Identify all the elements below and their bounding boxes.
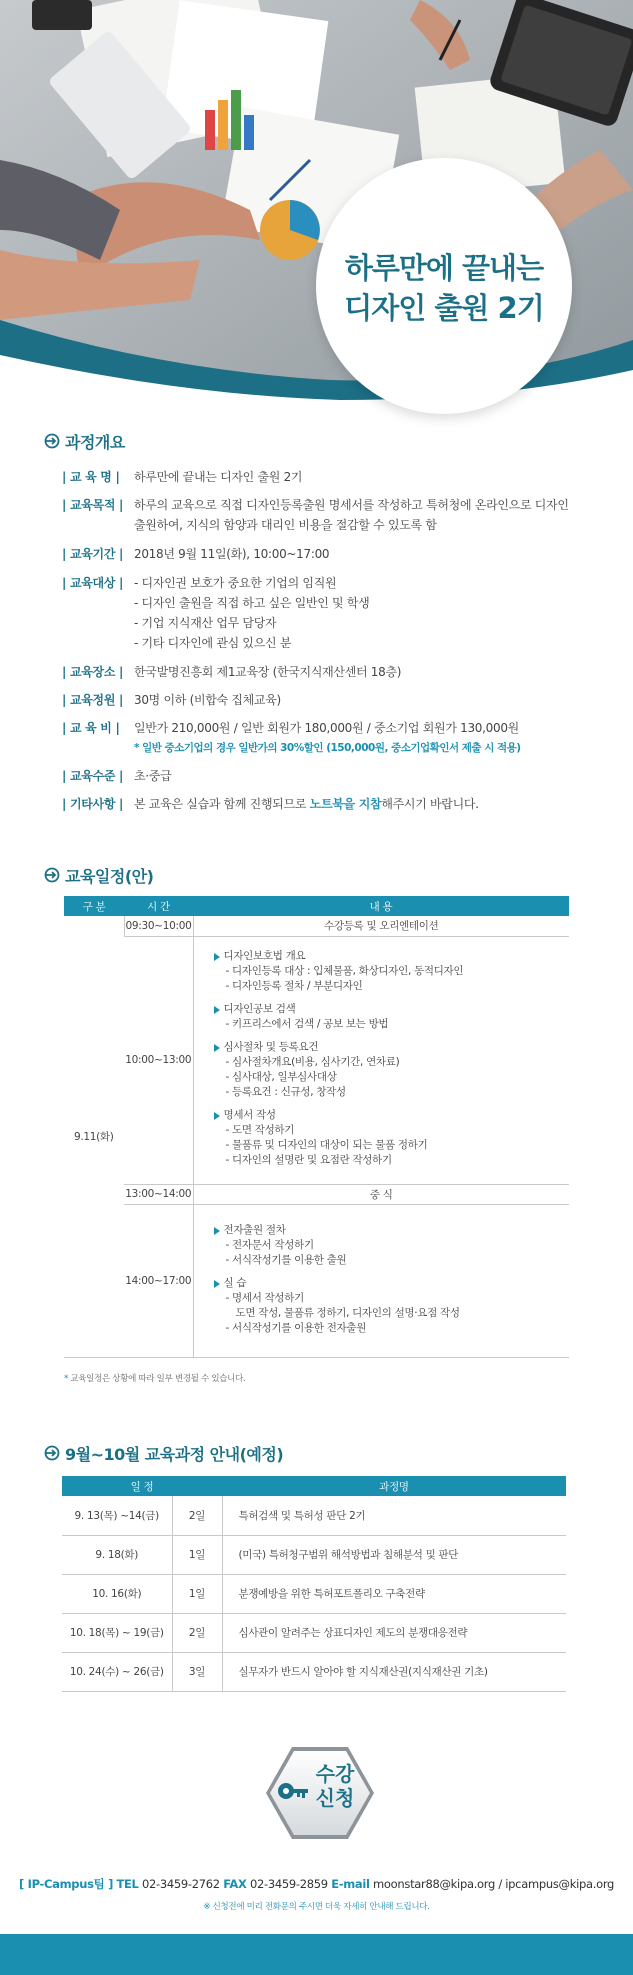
schedule-header-row	[64, 896, 569, 916]
etc-text: 본 교육은 실습과 함께 진행되므로	[134, 797, 310, 811]
course-date: 10. 18(목) ~ 19(금)	[62, 1613, 172, 1652]
header-schedule: 일 정	[62, 1476, 222, 1496]
schedule-content: 중 식	[193, 1184, 569, 1204]
schedule-note	[64, 1372, 245, 1384]
overview-value-line: 하루의 교육으로 직접 디자인등록출원 명세서를 작성하고 특허청에 온라인으로 디자인	[134, 498, 569, 512]
overview-label: | 교 육 명 |	[62, 470, 120, 484]
overview-row-target	[62, 573, 582, 653]
overview-row-name	[62, 467, 582, 487]
fax-label: FAX	[223, 1877, 247, 1891]
header-time: 시 간	[124, 896, 193, 916]
overview-value: 초·중급	[134, 769, 172, 783]
note-text: 교육일정은 상황에 따라 일부 변경될 수 있습니다.	[67, 1374, 246, 1384]
topic-item: - 서식작성기를 이용한 전자출원	[225, 1321, 367, 1334]
overview-value: 30명 이하 (비합숙 집체교육)	[134, 693, 281, 707]
hero-banner	[0, 0, 633, 430]
topic-item: - 디자인의 설명란 및 요점란 작성하기	[225, 1154, 392, 1166]
courses-table	[62, 1476, 566, 1692]
topic-title: 심사절차 및 등록요건	[214, 1040, 570, 1055]
course-title: 특허검색 및 특허성 판단 2기	[222, 1496, 566, 1535]
hero-title-line2: 디자인 출원 2기	[344, 291, 544, 325]
topic-item: - 디자인등록 대상 : 입체물품, 화상디자인, 동적디자인	[225, 965, 464, 977]
topic-title: 전자출원 절차	[214, 1223, 570, 1238]
schedule-time: 10:00~13:00	[124, 936, 193, 1184]
topic-item: - 심사절차개요(비용, 심사기간, 연차료)	[225, 1056, 400, 1068]
contact-info	[0, 1876, 633, 1892]
courses-heading	[44, 1441, 283, 1465]
topic-block	[214, 1040, 570, 1100]
topic-block	[214, 1108, 570, 1168]
fee-value: 일반가 210,000원 / 일반 회원가 180,000원 / 중소기업 회원가 130,000원	[134, 721, 519, 735]
overview-value: 2018년 9월 11일(화), 10:00~17:00	[134, 547, 330, 561]
circle-arrow-icon	[44, 433, 60, 449]
topic-block	[214, 1002, 570, 1032]
schedule-heading-text: 교육일정(안)	[65, 866, 154, 886]
topic-title: 디자인공보 검색	[214, 1002, 570, 1017]
course-days: 1일	[172, 1574, 222, 1613]
course-date: 9. 13(목) ~14(금)	[62, 1496, 172, 1535]
email-label: E-mail	[331, 1877, 370, 1891]
course-title: 심사관이 알려주는 상표디자인 제도의 분쟁대응전략	[222, 1613, 566, 1652]
overview-value	[134, 794, 582, 814]
schedule-date: 9.11(화)	[64, 916, 124, 1357]
fax-number: 02-3459-2859	[249, 1877, 328, 1891]
schedule-content: 수강등록 및 오리엔테이션	[193, 916, 569, 936]
overview-label: | 교육수준 |	[62, 769, 124, 783]
topic-item: - 키프리스에서 검색 / 공보 보는 방법	[225, 1018, 389, 1030]
topic-item: - 명세서 작성하기	[225, 1291, 304, 1304]
course-days: 2일	[172, 1613, 222, 1652]
overview-row-fee	[62, 718, 582, 758]
topic-item: - 물품류 및 디자인의 대상이 되는 물품 정하기	[225, 1139, 428, 1151]
topic-item: - 서식작성기를 이용한 출원	[225, 1253, 347, 1266]
course-days: 2일	[172, 1496, 222, 1535]
schedule-table	[64, 896, 569, 1358]
table-row	[64, 936, 569, 1184]
overview-label: | 교육장소 |	[62, 665, 124, 679]
table-row	[62, 1652, 566, 1691]
overview-heading	[44, 429, 125, 453]
schedule-content	[193, 936, 569, 1184]
target-item: - 디자인권 보호가 중요한 기업의 임직원	[134, 576, 337, 590]
hero-title	[316, 248, 572, 328]
schedule-time: 14:00~17:00	[124, 1204, 193, 1357]
contact-team: [ IP-Campus팀 ]	[18, 1877, 114, 1891]
schedule-time: 13:00~14:00	[124, 1184, 193, 1204]
topic-item: - 등록요건 : 신규성, 창작성	[225, 1086, 346, 1098]
course-date: 9. 18(화)	[62, 1535, 172, 1574]
schedule-heading	[44, 863, 153, 887]
target-item: - 기업 지식재산 업무 담당자	[134, 616, 277, 630]
overview-label: | 교육대상 |	[62, 576, 124, 590]
course-title: 실무자가 반드시 알아야 할 지식재산권(지식재산권 기초)	[222, 1652, 566, 1691]
circle-arrow-icon	[44, 867, 60, 883]
apply-line2[interactable]: 신청	[315, 1786, 355, 1810]
etc-highlight: 노트북을 지참	[309, 797, 382, 811]
header-content: 내 용	[193, 896, 569, 916]
overview-value: 하루만에 끝내는 디자인 출원 2기	[134, 470, 303, 484]
topic-item: 도면 작성, 물품류 정하기, 디자인의 설명·요점 작성	[235, 1306, 460, 1319]
topic-title: 명세서 작성	[214, 1108, 570, 1123]
overview-row-etc	[62, 794, 582, 814]
overview-row-period	[62, 544, 582, 564]
overview-row-purpose	[62, 495, 582, 535]
footer-bar	[0, 1934, 633, 1975]
header-course-name: 과정명	[222, 1476, 566, 1496]
topic-item: - 심사대상, 일부심사대상	[225, 1071, 337, 1083]
header-category: 구 분	[64, 896, 124, 916]
topic-item: - 전자문서 작성하기	[225, 1238, 314, 1251]
course-days: 3일	[172, 1652, 222, 1691]
overview-label: | 교 육 비 |	[62, 721, 120, 735]
course-title: (미국) 특허청구범위 해석방법과 침해분석 및 판단	[222, 1535, 566, 1574]
table-row	[62, 1574, 566, 1613]
fee-discount-note: * 일반 중소기업의 경우 일반가의 30%할인 (150,000원, 중소기업확인서 제출 시 적용)	[134, 742, 521, 754]
contact-note: ※ 신청전에 미리 전화문의 주시면 더욱 자세히 안내해 드립니다.	[203, 1902, 430, 1912]
courses-header-row	[62, 1476, 566, 1496]
target-item: - 디자인 출원을 직접 하고 싶은 일반인 및 학생	[134, 596, 370, 610]
overview-row-level	[62, 766, 582, 786]
schedule-time: 09:30~10:00	[124, 916, 193, 936]
overview-label: | 기타사항 |	[62, 797, 124, 811]
overview-value	[134, 718, 582, 758]
table-row	[64, 1184, 569, 1204]
etc-text: 해주시기 바랍니다.	[381, 797, 479, 811]
overview-row-capacity	[62, 690, 582, 710]
table-row	[64, 916, 569, 936]
table-row	[62, 1613, 566, 1652]
target-item: - 기타 디자인에 관심 있으신 분	[134, 636, 292, 650]
email-address[interactable]: moonstar88@kipa.org / ipcampus@kipa.org	[373, 1877, 615, 1891]
note-star: *	[64, 1374, 68, 1384]
overview-row-place	[62, 662, 582, 682]
tel-number: 02-3459-2762	[141, 1877, 220, 1891]
overview-label: | 교육목적 |	[62, 498, 124, 512]
table-row	[62, 1496, 566, 1535]
course-date: 10. 24(수) ~ 26(금)	[62, 1652, 172, 1691]
course-days: 1일	[172, 1535, 222, 1574]
hero-title-line1: 하루만에 끝내는	[344, 251, 544, 285]
table-row	[64, 1204, 569, 1357]
circle-arrow-icon	[44, 1445, 60, 1461]
topic-block	[214, 1223, 570, 1268]
topic-title: 디자인보호법 개요	[214, 949, 570, 964]
courses-heading-text: 9월~10월 교육과정 안내(예정)	[65, 1444, 284, 1464]
overview-value: 한국발명진흥회 제1교육장 (한국지식재산센터 18층)	[134, 665, 402, 679]
topic-block	[214, 1276, 570, 1336]
overview-label: | 교육정원 |	[62, 693, 124, 707]
overview-label: | 교육기간 |	[62, 547, 124, 561]
topic-block	[214, 949, 570, 994]
topic-item: - 도면 작성하기	[225, 1124, 295, 1136]
overview-heading-text: 과정개요	[65, 432, 125, 452]
tel-label: TEL	[116, 1877, 139, 1891]
course-title: 분쟁예방을 위한 특허포트폴리오 구축전략	[222, 1574, 566, 1613]
course-date: 10. 16(화)	[62, 1574, 172, 1613]
table-row	[62, 1535, 566, 1574]
overview-value-line: 출원하여, 지식의 함양과 대리인 비용을 절감할 수 있도록 함	[134, 518, 437, 532]
topic-item: - 디자인등록 절차 / 부분디자인	[225, 980, 363, 992]
schedule-content	[193, 1204, 569, 1357]
topic-title: 실 습	[214, 1276, 570, 1291]
apply-line1[interactable]: 수강	[315, 1762, 355, 1786]
overview-value	[134, 573, 582, 653]
apply-label[interactable]	[305, 1762, 365, 1810]
overview-value	[134, 495, 582, 535]
